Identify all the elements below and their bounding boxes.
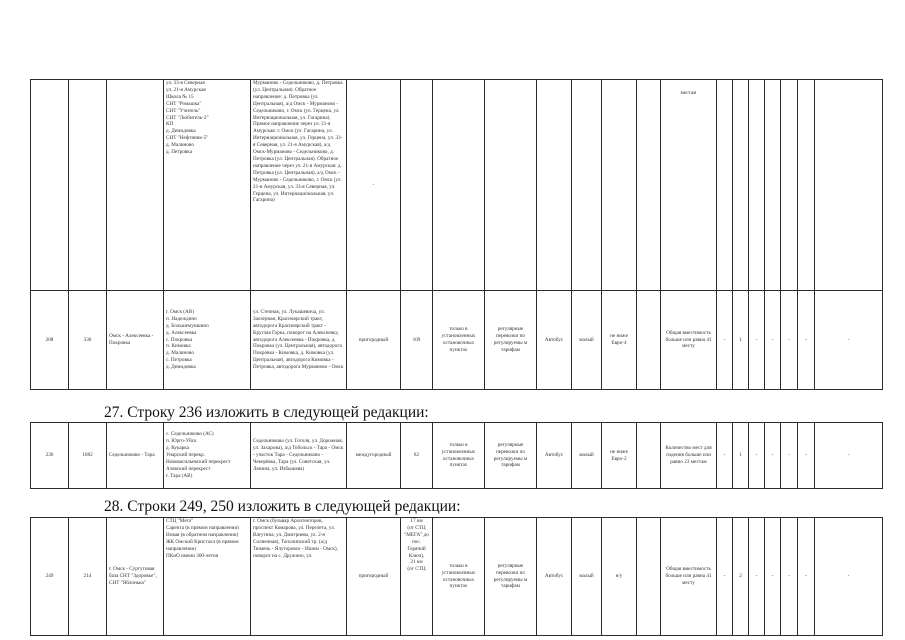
cell-last [815,80,883,291]
cell-capacity: Общая вместимость больше или равна 41 месту [661,291,717,390]
cell-eco-class: н/у [602,518,637,636]
cell-route-name: Омск - Алексеевка - Покровка [107,291,164,390]
cell-registration-number: 214 [69,518,107,636]
cell-vehicle-type: Автобус [537,518,572,636]
cell-vehicle-type: Автобус [537,291,572,390]
cell-count [781,80,798,291]
cell-route-name [107,80,164,291]
cell-count: - [765,423,781,489]
cell-stops: г. Омск (АВ) п. Надеждино д. Большемуншино д. Алексеевка с. Покровка п. Кимовка д. Малиново с. Петровка д. Демидовка [164,291,251,390]
cell-capacity: Количество мест для сидения больше или равно 23 местам [661,423,717,489]
cell-count [749,80,765,291]
cell-row-number: 249 [31,518,69,636]
cell-transport-kind: регулярные перевозки по регулируемы м тарифам [485,518,537,636]
cell-eco-class: не ниже Евро-2 [602,423,637,489]
cell-count: - [765,518,781,636]
cell-route-type: - [347,80,401,291]
cell-route-name: Седельниково - Тара [107,423,164,489]
cell-count: 1 [733,423,749,489]
cell-count: - [798,518,815,636]
cell-capacity: Общая вместимость больше или равна 41 месту [661,518,717,636]
cell-count: - [717,518,733,636]
cell-count [717,80,733,291]
cell-length: 82 [401,423,433,489]
cell-count [798,80,815,291]
cell-stop-procedure: только в установленных остановочных пунктах [433,518,485,636]
cell-count: - [749,518,765,636]
cell-streets: Мурманово - Седельниково, д. Петровка (ул. Центральная). Обратное направление: д. Петровка (ул. Центральная), а/д Омск - Мурманово - Седельниково, г. Омск (ул. Герцена, ул. Интернациональная, ул. Гагарина). Прямое направление через ул. 21-я Амурская: г. Омск (ул. Гагарина, ул. Интернациональная, ул. Герцена, ул. 33-я Северная, ул. 21-я Амурская), а/д Омск-Мурманово - Седельниково, д. Петровка (ул. Центральная). Обратное направление через ул. 21-я Амурская: д. Петровка (ул. Центральная), а/д Омск - Мурманово - Седельниково, г. Омск (ул. 21-я Амурская, ул. 33-я Северная, ул. Герцена, ул. Интернациональная, ул. Гагарина) [251,80,347,291]
cell-vehicle-class [572,80,602,291]
cell-stop-procedure [433,80,485,291]
cell-route-type: междугородный [347,423,401,489]
cell-stop-procedure: только в установленных остановочных пунктах [433,291,485,390]
cell-streets: г. Омск (бульвар Архитекторов, проспект Комарова, ул. Перелета, ул. Ватутина, ул. Дмитриева, ул. 2-я Солнечная), Тополинский тр. (а/д Тюмень - Ялуторовск - Ишим - Омск), поворот на с. Дружино, ул. [251,518,347,636]
cell-route-name: г. Омск - Сургутовая база СНТ "Здоровье", СНТ "Яблонька" [107,518,164,636]
cell-stops: СТЦ "Мега" Сарепта (в прямом направлении) Новая (в обратном направлении) ЖК Омский Кристалл (в прямом направлении) ПКиО имени 300-летия [164,518,251,636]
cell-route-type: пригородный [347,518,401,636]
cell-length [401,80,433,291]
cell-transport-kind: регулярные перевозки по регулируемы м тарифам [485,291,537,390]
cell-registration-number: 1682 [69,423,107,489]
table-row [31,291,883,390]
cell-length: 109 [401,291,433,390]
cell-eco-class [602,80,637,291]
cell-count: - [798,423,815,489]
cell-vehicle-class: малый [572,423,602,489]
table-row [31,80,883,291]
cell-length: 17 км (от СТЦ "МЕГА" до пос. Горячий Ключ), 21 км (от СТЦ [401,518,433,636]
cell-empty [637,80,661,291]
cell-count: 2 [733,518,749,636]
cell-row-number [31,80,69,291]
cell-count: - [749,423,765,489]
cell-count: - [781,518,798,636]
cell-count: - [798,291,815,390]
cell-empty [637,423,661,489]
cell-count: 1 [733,291,749,390]
cell-last: - [815,518,883,636]
cell-eco-class: не ниже Евро-4 [602,291,637,390]
cell-empty [637,291,661,390]
cell-empty [637,518,661,636]
cell-row-number: 236 [31,423,69,489]
route-table-row-249 [30,517,883,636]
cell-count [733,80,749,291]
cell-vehicle-type: Автобус [537,423,572,489]
section-heading-28: 28. Строки 249, 250 изложить в следующей редакции: [104,498,461,515]
cell-streets: ул. Степная, ул. Лукашевича, ул. Заозерная, Красноярский тракт, автодорога Красноярский тракт - Круглая Горка, поворот на Алексеевку, автодорога Алексеевка - Покровка, д. Покровка (ул. Центральная), автодорога Покровка - Кимовка, д. Кимовка (ул. Центральная), автодорога Кимовка - Петровка, автодорога Мурманово - Омск [251,291,347,390]
route-table-continuation [30,79,883,291]
cell-row-number: 208 [31,291,69,390]
route-table-row-208 [30,290,883,390]
cell-registration-number [69,80,107,291]
cell-stops: с. Седельниково (АС) п. Юрго-Уйск д. Кукарка Унарский перекр. Нововасильевский перекрест Азовский перекрест г. Тара (АВ) [164,423,251,489]
cell-count: - [781,423,798,489]
cell-streets: Седельниково (ул. Гоголя, ул. Дорожная, ул. Захарова), а/д Тобольск - Тара - Омск - участок Тара - Седельниково - Чекерёвка, Тара (ул. Советская, ул. Ленина, ул. Избышева) [251,423,347,489]
cell-transport-kind: регулярные перевозки по регулируемы м тарифам [485,423,537,489]
cell-stops: ул. 33-я Северная ул. 21-я Амурская Школа № 15 СНТ "Ромашка" СНТ "Учитель" СНТ "Любитель-2" КП д. Демидовка СНТ "Нефтяник-5" д. Малиново д. Петровка [164,80,251,291]
cell-transport-kind [485,80,537,291]
cell-count: - [717,423,733,489]
cell-vehicle-type [537,80,572,291]
cell-count: - [781,291,798,390]
cell-count: - [717,291,733,390]
cell-stop-procedure: только в установленных остановочных пунктах [433,423,485,489]
cell-last: - [815,423,883,489]
route-table-row-236 [30,422,883,489]
cell-count: - [765,291,781,390]
cell-count [765,80,781,291]
table-row [31,423,883,489]
section-heading-27: 27. Строку 236 изложить в следующей редакции: [104,404,429,421]
cell-count: - [749,291,765,390]
cell-vehicle-class: малый [572,518,602,636]
cell-route-type: пригородный [347,291,401,390]
table-row [31,518,883,636]
cell-registration-number: 336 [69,291,107,390]
cell-vehicle-class: малый [572,291,602,390]
cell-last: - [815,291,883,390]
cell-capacity: местам [661,80,717,291]
